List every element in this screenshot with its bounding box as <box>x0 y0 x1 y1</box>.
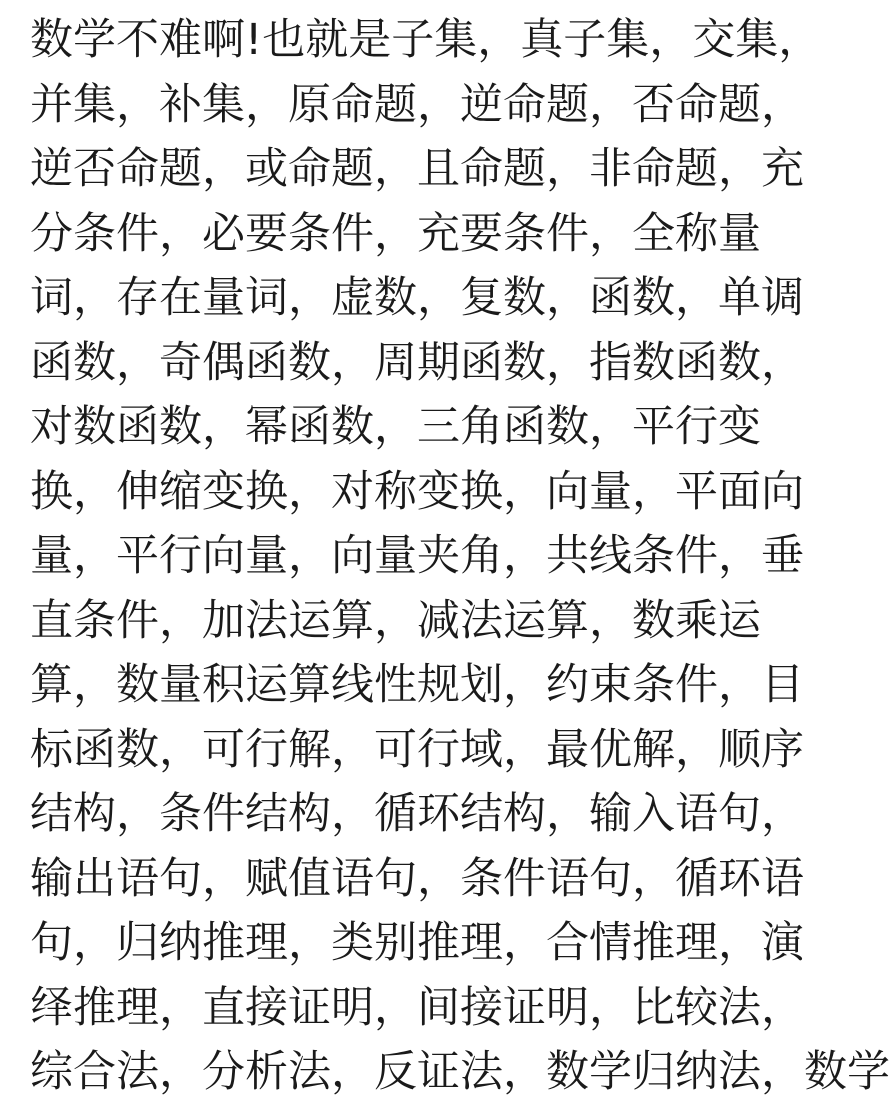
text-line-17-content: 综合法，分析法，反证法，数学归纳法，数学 <box>30 1047 890 1097</box>
text-line-10: 直条件，加法运算，减法运算，数乘运 <box>30 595 761 646</box>
text-line-16: 绎推理，直接证明，间接证明，比较法， <box>30 982 804 1033</box>
text-line-14: 输出语句，赋值语句，条件语句，循环语 <box>30 853 804 904</box>
text-line-11: 算，数量积运算线性规划，约束条件，目 <box>30 660 804 710</box>
text-line-13: 结构，条件结构，循环结构，输入语句， <box>30 789 804 839</box>
text-line-5: 词，存在量词，虚数，复数，函数，单调 <box>30 273 804 323</box>
text-line-1: 数学不难啊!也就是子集，真子集，交集， <box>30 15 822 65</box>
text-line-15: 句，归纳推理，类别推理，合情推理，演 <box>30 918 804 968</box>
post-body-text <box>30 8 890 1097</box>
text-line-2: 并集，补集，原命题，逆命题，否命题， <box>30 79 804 130</box>
text-line-9: 量，平行向量，向量夹角，共线条件，垂 <box>30 531 804 581</box>
text-line-3: 逆否命题，或命题，且命题，非命题，充 <box>30 144 804 194</box>
text-line-12: 标函数，可行解，可行域，最优解，顺序 <box>30 724 804 775</box>
text-line-7: 对数函数，幂函数，三角函数，平行变 <box>30 402 761 452</box>
text-line-8: 换，伸缩变换，对称变换，向量，平面向 <box>30 466 804 517</box>
text-line-17-partial <box>30 1040 890 1097</box>
text-line-4: 分条件，必要条件，充要条件，全称量 <box>30 208 761 259</box>
text-line-6: 函数，奇偶函数，周期函数，指数函数， <box>30 337 804 388</box>
